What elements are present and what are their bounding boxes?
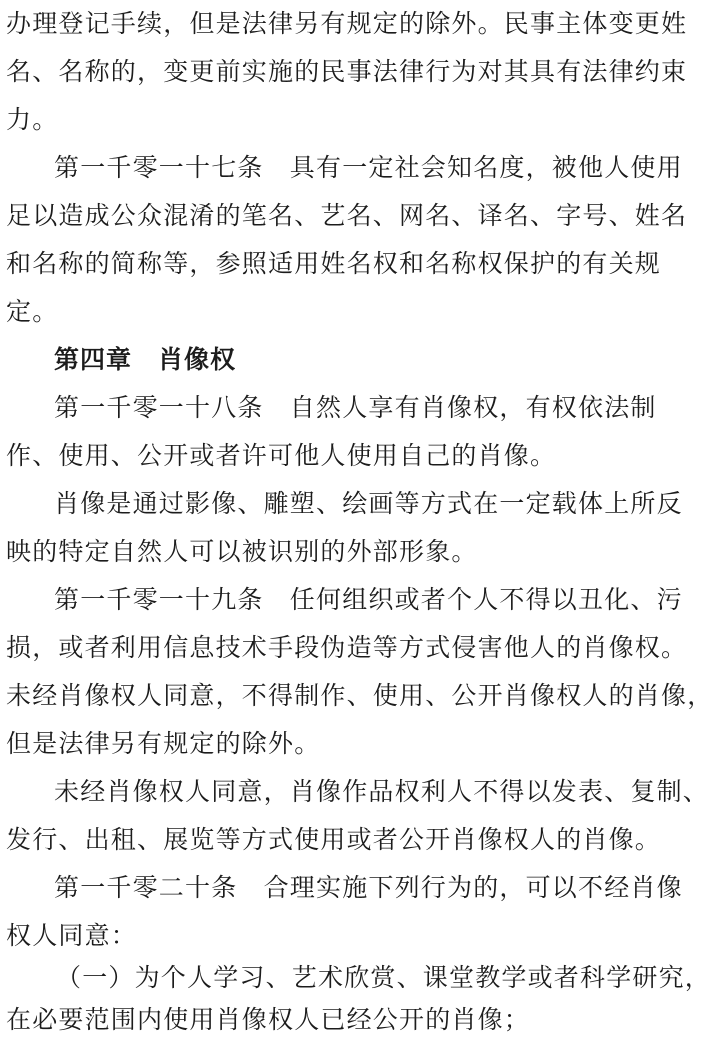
text-line: 映的特定自然人可以被识别的外部形象。 [6,537,478,566]
text-line: 作、使用、公开或者许可他人使用自己的肖像。 [6,441,557,470]
article-1018-start: 第一千零一十八条 自然人享有肖像权，有权依法制 [54,393,657,422]
article-1017-start: 第一千零一十七条 具有一定社会知名度，被他人使用 [54,153,683,182]
text-line: 力。 [6,105,59,134]
paragraph-start: 肖像是通过影像、雕塑、绘画等方式在一定载体上所反 [54,489,683,518]
list-item-start: （一）为个人学习、艺术欣赏、课堂教学或者科学研究， [56,963,712,992]
text-line: 名、名称的，变更前实施的民事法律行为对其具有法律约束 [6,57,688,86]
article-1019-start: 第一千零一十九条 任何组织或者个人不得以丑化、污 [54,585,683,614]
chapter-heading: 第四章 肖像权 [54,345,237,374]
text-line: 办理登记手续，但是法律另有规定的除外。民事主体变更姓 [6,9,688,38]
text-line: 未经肖像权人同意，不得制作、使用、公开肖像权人的肖像， [6,681,713,710]
paragraph-start: 未经肖像权人同意，肖像作品权利人不得以发表、复制、 [54,777,710,806]
text-line: 发行、出租、展览等方式使用或者公开肖像权人的肖像。 [6,825,662,854]
text-line: 和名称的简称等，参照适用姓名权和名称权保护的有关规 [6,249,662,278]
text-line: 在必要范围内使用肖像权人已经公开的肖像； [6,1005,531,1034]
article-1020-start: 第一千零二十条 合理实施下列行为的，可以不经肖像 [54,873,683,902]
text-line: 损，或者利用信息技术手段伪造等方式侵害他人的肖像权。 [6,633,688,662]
text-line: 但是法律另有规定的除外。 [6,729,321,758]
text-line: 权人同意： [6,921,138,950]
text-line: 足以造成公众混淆的笔名、艺名、网名、译名、字号、姓名 [6,201,688,230]
text-line: 定。 [6,297,59,326]
